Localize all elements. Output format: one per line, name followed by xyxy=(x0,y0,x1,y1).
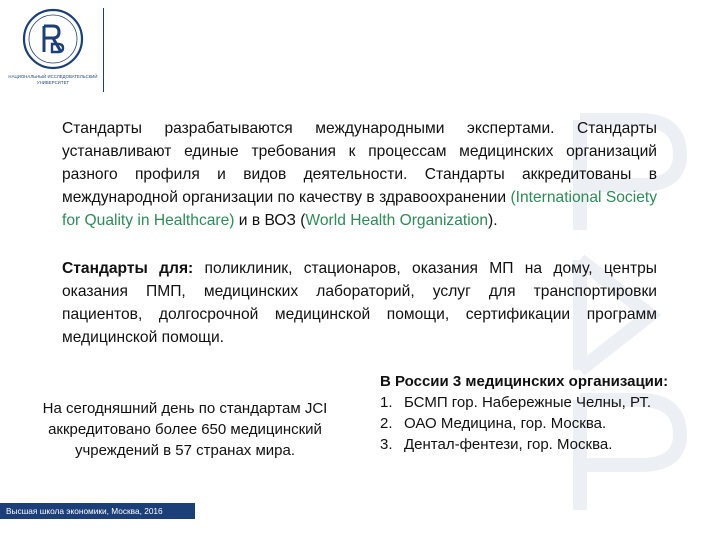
footer-text: Высшая школа экономики, Москва, 2016 xyxy=(6,506,163,516)
standards-description-paragraph xyxy=(62,117,657,232)
who-link-text: World Health Organization xyxy=(305,212,489,229)
russia-organizations-block xyxy=(380,371,700,455)
list-item xyxy=(380,413,700,434)
list-item-text: БСМП гор. Набережные Челны, РТ. xyxy=(404,394,652,411)
university-logo-icon xyxy=(22,8,84,70)
isqua-link-text: (International Society for Quality in Healthcare) xyxy=(62,189,657,229)
standards-scope-paragraph xyxy=(62,257,657,349)
list-item-text: ОАО Медицина, гор. Москва. xyxy=(404,415,607,432)
list-item xyxy=(380,434,700,455)
header-logo-area xyxy=(0,0,104,100)
logo-caption xyxy=(6,74,100,85)
para1-text1: Стандарты разрабатываются международными экспертами. Стандарты устанавливают единые требования к процессам медицинских организаций разного профиля и видов деятельности. Стандарты аккредитованы в международной организации по качеству в здравоохранении xyxy=(62,120,657,206)
para1-text3: ). xyxy=(488,212,498,229)
list-item-number: 3. xyxy=(380,436,393,453)
jci-accreditation-note: На сегодняшний день по стандартам JCI аккредитовано более 650 медицинский учреждений в 57 странах мира. xyxy=(42,400,328,459)
logo-caption-line1: НАЦИОНАЛЬНЫЙ ИССЛЕДОВАТЕЛЬСКИЙ xyxy=(8,74,98,79)
list-item-number: 2. xyxy=(380,415,393,432)
list-item xyxy=(380,392,700,413)
list-item-text: Дентал-фентези, гор. Москва. xyxy=(404,436,613,453)
scope-label: Стандарты для: xyxy=(62,260,194,277)
header-divider xyxy=(103,8,104,92)
scope-text: поликлиник, стационаров, оказания МП на дому, центры оказания ПМП, медицинских лабораторий, услуг для транспортировки пациентов, долгосрочной медицинской помощи, сертификации программ медицинской помощи. xyxy=(62,260,657,346)
para1-text2: и в ВОЗ ( xyxy=(234,212,306,229)
logo-caption-line2: УНИВЕРСИТЕТ xyxy=(36,79,70,85)
russia-organizations-list xyxy=(380,392,700,455)
list-item-number: 1. xyxy=(380,394,393,411)
russia-organizations-title: В России 3 медицинских организации: xyxy=(380,373,669,390)
